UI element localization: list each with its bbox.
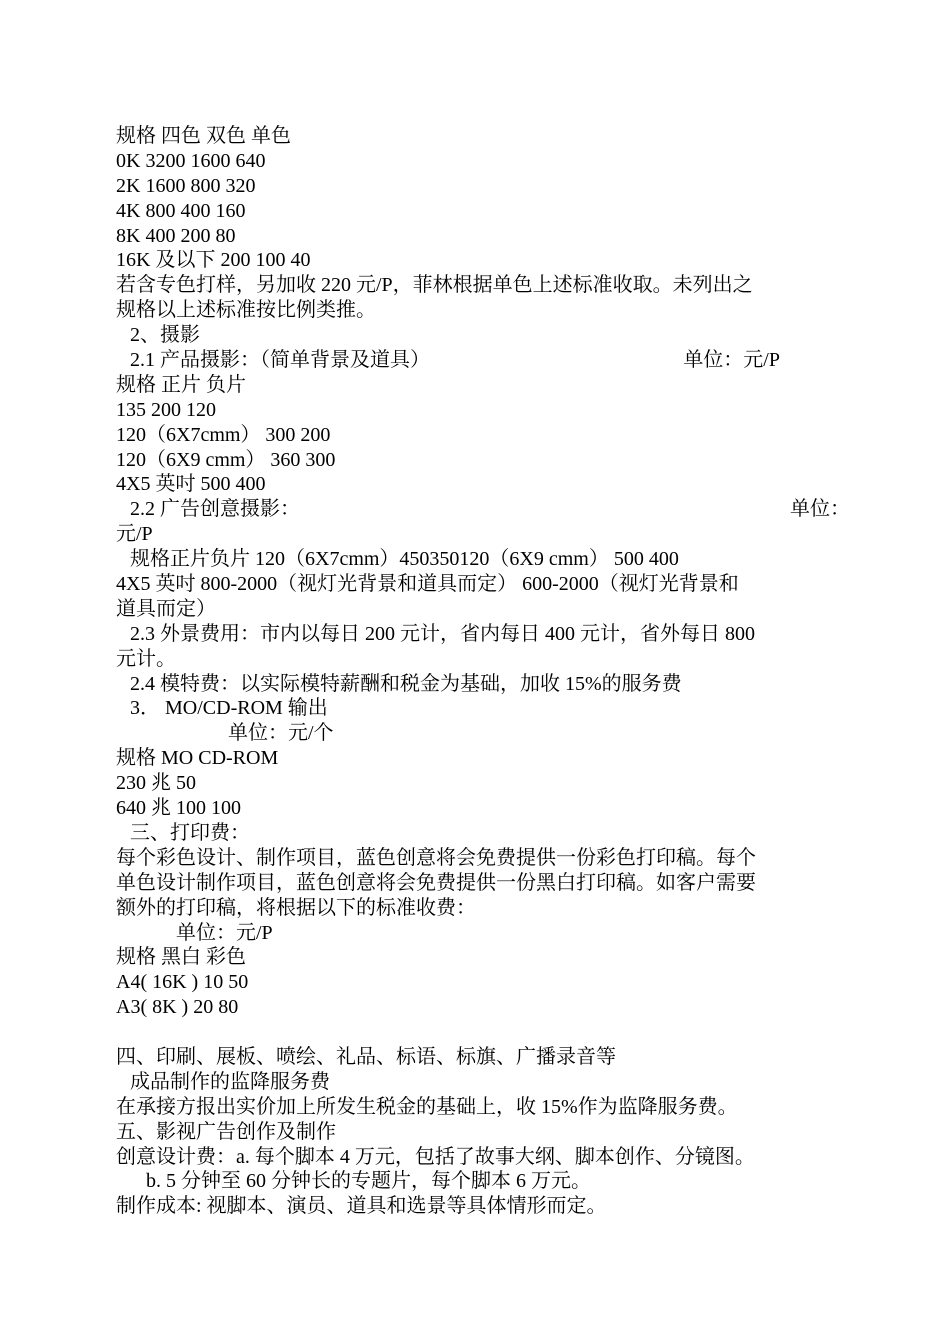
unit-label-continued: 元/P bbox=[116, 523, 153, 546]
unit-label: 单位：元/P bbox=[683, 349, 780, 372]
document-body bbox=[116, 124, 850, 1219]
table-row: 120（6X9 cmm） 360 300 bbox=[116, 448, 336, 471]
paragraph-line: 2.4 模特费：以实际模特薪酬和税金为基础，加收 15%的服务费 bbox=[130, 672, 682, 695]
table-header-prepress: 规格 四色 双色 单色 bbox=[116, 125, 291, 147]
table-row: A4( 16K ) 10 50 bbox=[116, 971, 249, 994]
subsection-product-photography bbox=[116, 348, 836, 373]
table-row: 4X5 英吋 800-2000（视灯光背景和道具而定） 600-2000（视灯光背景和 bbox=[116, 573, 739, 596]
section-heading-continued: 成品制作的监降服务费 bbox=[130, 1070, 330, 1093]
table-row: 4K 800 400 160 bbox=[116, 199, 246, 222]
table-row: 8K 400 200 80 bbox=[116, 224, 236, 247]
paragraph-line: 创意设计费：a. 每个脚本 4 万元，包括了故事大纲、脚本创作、分镜图。 bbox=[116, 1145, 755, 1168]
table-header-mo: 规格 MO CD-ROM bbox=[116, 747, 279, 770]
unit-label: 单位： bbox=[790, 498, 850, 521]
table-row: 230 兆 50 bbox=[116, 772, 196, 795]
table-header-photo: 规格 正片 负片 bbox=[116, 373, 246, 396]
paragraph-line: 单色设计制作项目，蓝色创意将会免费提供一份黑白打印稿。如客户需要 bbox=[116, 871, 756, 894]
table-row: A3( 8K ) 20 80 bbox=[116, 996, 239, 1019]
paragraph-line: 规格以上述标准按比例类推。 bbox=[116, 299, 376, 322]
subsection-title: 2.2 广告创意摄影： bbox=[130, 498, 300, 521]
section-heading-mo-cdrom: 3． MO/CD-ROM 输出 bbox=[130, 697, 328, 720]
table-row: 4X5 英吋 500 400 bbox=[116, 473, 266, 496]
table-row: 120（6X7cmm） 300 200 bbox=[116, 423, 331, 446]
unit-label: 单位：元/个 bbox=[228, 722, 334, 745]
paragraph-line: b. 5 分钟至 60 分钟长的专题片，每个脚本 6 万元。 bbox=[146, 1170, 591, 1193]
table-row: 规格正片负片 120（6X7cmm）450350120（6X9 cmm） 500 400 bbox=[130, 548, 679, 571]
unit-label: 单位：元/P bbox=[176, 921, 273, 944]
paragraph-line: 制作成本: 视脚本、演员、道具和选景等具体情形而定。 bbox=[116, 1195, 607, 1218]
paragraph-line: 每个彩色设计、制作项目，蓝色创意将会免费提供一份彩色打印稿。每个 bbox=[116, 846, 756, 869]
table-header-print: 规格 黑白 彩色 bbox=[116, 946, 246, 969]
table-row: 0K 3200 1600 640 bbox=[116, 149, 266, 172]
table-row: 640 兆 100 100 bbox=[116, 797, 241, 820]
paragraph-line: 额外的打印稿，将根据以下的标准收费： bbox=[116, 896, 476, 919]
blank-line bbox=[116, 1020, 836, 1045]
paragraph-line: 2.3 外景费用：市内以每日 200 元计，省内每日 400 元计，省外每日 800 bbox=[130, 622, 755, 645]
section-heading-photography: 2、摄影 bbox=[130, 324, 200, 347]
table-row: 16K 及以下 200 100 40 bbox=[116, 249, 311, 272]
paragraph-line: 在承接方报出实价加上所发生税金的基础上，收 15%作为监降服务费。 bbox=[116, 1095, 738, 1118]
table-row-continued: 道具而定） bbox=[116, 597, 216, 620]
subsection-title: 2.1 产品摄影：（简单背景及道具） bbox=[130, 349, 430, 372]
section-heading-supervision: 四、印刷、展板、喷绘、礼品、标语、标旗、广播录音等 bbox=[116, 1045, 616, 1068]
section-heading-video: 五、影视广告创作及制作 bbox=[116, 1120, 336, 1143]
subsection-ad-photography bbox=[116, 497, 850, 522]
section-heading-printing: 三、打印费： bbox=[130, 821, 250, 844]
paragraph-line: 元计。 bbox=[116, 647, 176, 670]
table-row: 2K 1600 800 320 bbox=[116, 174, 256, 197]
table-row: 135 200 120 bbox=[116, 398, 216, 421]
paragraph-line: 若含专色打样，另加收 220 元/P，菲林根据单色上述标准收取。未列出之 bbox=[116, 274, 753, 297]
